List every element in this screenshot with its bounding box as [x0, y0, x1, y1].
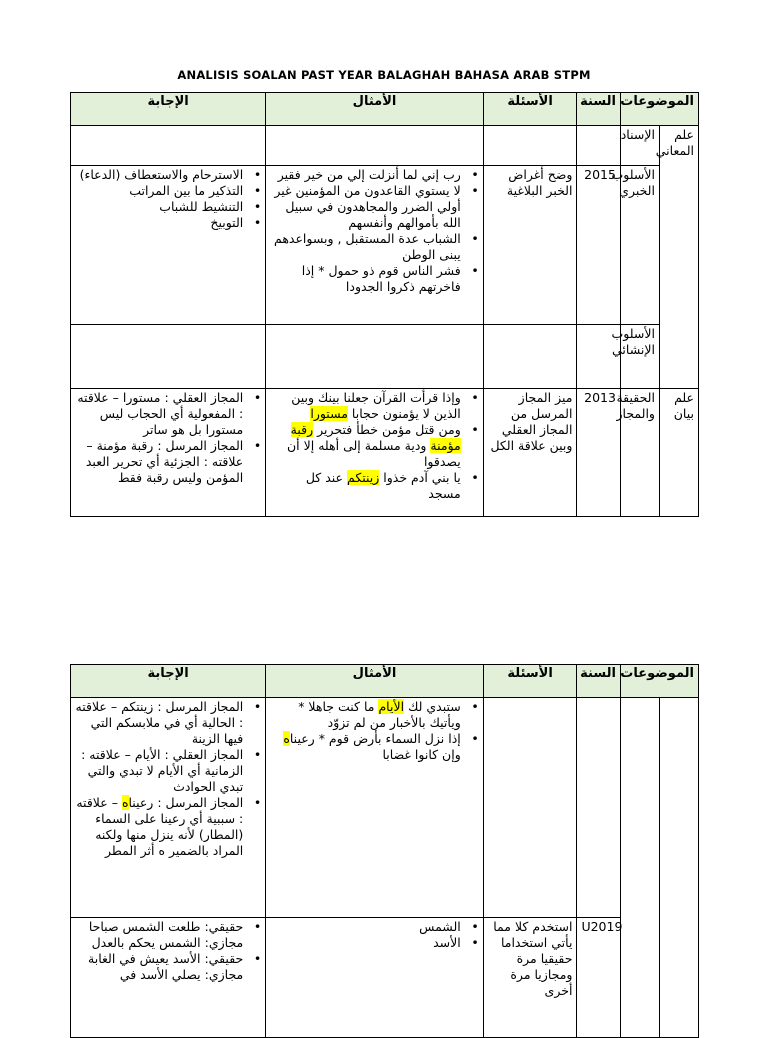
- header-question: الأسئلة: [483, 665, 577, 698]
- year-cell: 2013: [577, 389, 621, 517]
- empty-cell: [620, 698, 659, 1038]
- example-text: عند كل مسجد: [305, 470, 461, 501]
- table-row: [71, 325, 699, 389]
- subtopic-insha: الأسلوب الإنشائي: [620, 325, 659, 389]
- example-item: [270, 390, 461, 422]
- subtopic-majaz: الحقيقة والمجاز: [620, 389, 659, 517]
- highlighted-word: الأيام: [378, 699, 405, 714]
- example-text: ودية مسلمة إلى أهله إلا أن يصدقوا: [287, 438, 461, 469]
- empty-cell: [483, 126, 577, 166]
- answer-item: [75, 919, 243, 951]
- examples-cell: [266, 918, 484, 1038]
- example-item: • لا يستوي القاعدون من المؤمنين غير أولي الضرر والمجاهدون في سبيل الله بأموالهم وأنفسهم: [270, 183, 461, 231]
- year-cell: U2019: [577, 918, 621, 1038]
- question-cell: وضح أغراض الخبر البلاغية: [483, 166, 577, 325]
- header-row: [71, 665, 699, 698]
- examples-cell: [266, 166, 484, 325]
- topic-bayan: علم بيان: [659, 389, 698, 517]
- answer-cell: [71, 389, 266, 517]
- table-row: [71, 698, 699, 918]
- subtopic-khabar: الأسلوب الخبري: [620, 166, 659, 325]
- answer-item: • المجاز العقلي : الأيام – علاقته : الزمانية أي الأيام لا تبدي والتي تبدي الحوادث: [75, 747, 243, 795]
- answer-cell: [71, 918, 266, 1038]
- answer-line: مجازي: الشمس يحكم بالعدل: [91, 935, 244, 950]
- example-item: • الشباب عدة المستقبل , وبسواعدهم يبنى الوطن: [270, 231, 461, 263]
- example-item: • فشر الناس قوم ذو حمول * إذا فاخرتهم ذكروا الجدودا: [270, 263, 461, 295]
- table-row: [71, 126, 699, 166]
- answer-item: • المجاز المرسل : رقبة مؤمنة – علاقته : الجزئية أي تحرير العبد المؤمن وليس رقبة فقط: [75, 438, 243, 486]
- empty-cell: [483, 325, 577, 389]
- header-year: السنة: [577, 665, 621, 698]
- header-topic: الموضوعات: [620, 665, 698, 698]
- question-cell: استخدم كلا مما يأتي استخداما حقيقيا مرة ومجازيا مرة أخرى: [483, 918, 577, 1038]
- answer-item: [75, 951, 243, 983]
- question-cell: ميز المجاز المرسل من المجاز العقلي وبين علاقة الكل: [483, 389, 577, 517]
- answer-item: • التذكير ما بين المراتب: [75, 183, 243, 199]
- answer-line: • حقيقي: الأسد يعيش في الغابة: [88, 951, 244, 966]
- empty-cell: [71, 325, 266, 389]
- example-item: • الأسد: [270, 935, 461, 951]
- highlighted-word: رقبة مؤمنة: [290, 422, 461, 453]
- example-item: [270, 699, 461, 731]
- answer-cell: [71, 698, 266, 918]
- empty-cell: [577, 698, 621, 918]
- empty-cell: [483, 698, 577, 918]
- analysis-table-1: [70, 92, 699, 517]
- example-item: [270, 470, 461, 502]
- example-text: إذا نزل السماء بأرض قوم * رعينا: [289, 731, 461, 746]
- header-examples: الأمثال: [266, 665, 484, 698]
- document-title: ANALISIS SOALAN PAST YEAR BALAGHAH BAHASA ARAB STPM: [177, 68, 591, 82]
- topic-maani: علم المعاني: [659, 126, 698, 389]
- header-question: الأسئلة: [483, 93, 577, 126]
- empty-cell: [266, 126, 484, 166]
- example-text: وإن كانوا غضابا: [382, 747, 461, 762]
- answer-line: مجازي: يصلي الأسد في: [119, 967, 244, 982]
- example-item: • رب إني لما أنزلت إلي من خير فقير: [270, 167, 461, 183]
- table-row: [71, 389, 699, 517]
- header-answer: الإجابة: [71, 93, 266, 126]
- header-topic: الموضوعات: [620, 93, 698, 126]
- examples-cell: [266, 698, 484, 918]
- table-row: [71, 166, 699, 325]
- example-text: يا بني آدم خذوا: [383, 470, 461, 485]
- answer-item: • المجاز العقلي : مستورا – علاقته : المفعولية أي الحجاب ليس مستورا بل هو ساتر: [75, 390, 243, 438]
- header-examples: الأمثال: [266, 93, 484, 126]
- highlighted-word: مستورا: [310, 406, 348, 421]
- example-text: ما كنت جاهلا * ويأتيك بالأخبار من لم تزوّد: [298, 699, 461, 730]
- example-text: وإذا قرأت القرآن جعلنا بينك وبين الذين لا يؤمنون حجابا: [291, 390, 461, 421]
- table-row: [71, 918, 699, 1038]
- answer-line: • حقيقي: طلعت الشمس صباحا: [88, 919, 244, 934]
- answer-cell: [71, 166, 266, 325]
- answer-item: • التنشيط للشباب: [75, 199, 243, 215]
- highlighted-letter: ه: [283, 731, 290, 746]
- example-item: [270, 422, 461, 470]
- empty-cell: [266, 325, 484, 389]
- example-item: • الشمس: [270, 919, 461, 935]
- example-text: ستبدي لك: [408, 699, 461, 714]
- answer-item: • التوبيخ: [75, 215, 243, 231]
- answer-item: [75, 795, 243, 859]
- header-year: السنة: [577, 93, 621, 126]
- answer-text: – علاقته : سببية أي رعينا على السماء (المطار) لأنه ينزل منها ولكنه المراد بالضمير ه أثر المطر: [76, 795, 244, 858]
- answer-item: • المجاز المرسل : زينتكم – علاقته : الحالية أي في ملابسكم التي فيها الزينة: [75, 699, 243, 747]
- analysis-table-2: [70, 664, 699, 1038]
- highlighted-letter: ه: [121, 795, 129, 810]
- highlighted-word: زينتكم: [347, 470, 380, 485]
- empty-cell: [71, 126, 266, 166]
- year-cell: 2015: [577, 166, 621, 325]
- example-text: ومن قتل مؤمن خطأ فتحرير: [317, 422, 461, 437]
- empty-cell: [577, 126, 621, 166]
- examples-cell: [266, 389, 484, 517]
- subtopic-isnad: الإسناد: [620, 126, 659, 166]
- answer-text: المجاز المرسل : رعينا: [128, 795, 244, 810]
- header-answer: الإجابة: [71, 665, 266, 698]
- answer-item: • الاسترحام والاستعطاف (الدعاء): [75, 167, 243, 183]
- example-item: [270, 731, 461, 763]
- header-row: [71, 93, 699, 126]
- empty-cell: [659, 698, 698, 1038]
